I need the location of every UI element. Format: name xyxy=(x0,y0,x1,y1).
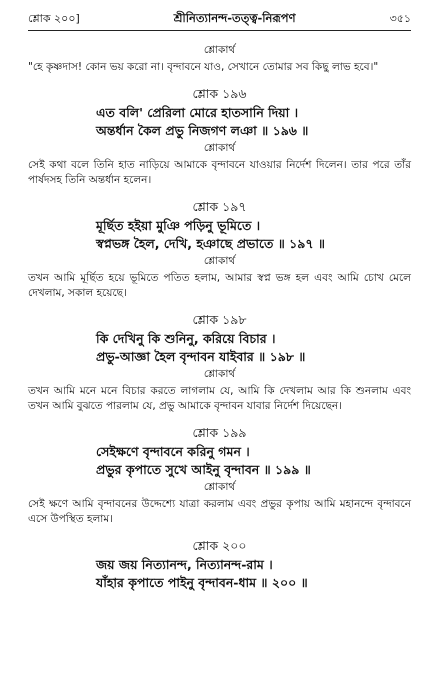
shloka-label: শ্লোক ১৯৬ xyxy=(192,86,247,101)
translation-label: শ্লোকার্থ xyxy=(203,481,236,493)
verse-text xyxy=(28,217,411,253)
shloka-label: শ্লোক ১৯৭ xyxy=(192,199,247,214)
translation-text: সেই ক্ষণে আমি বৃন্দাবনের উদ্দেশ্যে যাত্রা করলাম এবং প্রভুর কৃপায় আমি মহানন্দে বৃন্দাবনে এসে উপস্থিত হলাম। xyxy=(28,498,411,525)
verse-text xyxy=(28,330,411,366)
translation-text: সেই কথা বলে তিনি হাত নাড়িয়ে আমাকে বৃন্দাবনে যাওয়ার নির্দেশ দিলেন। তার পরে তাঁর পার্ষদসহ তিনি অন্তর্ধান হলেন। xyxy=(28,159,411,186)
translation-label: শ্লোকার্থ xyxy=(203,255,236,267)
translation-text: তখন আমি মূর্ছিত হয়ে ভূমিতে পতিত হলাম, আমার স্বপ্ন ভঙ্গ হল এবং আমি চোখ মেলে দেখলাম, সকাল হয়েছে। xyxy=(28,272,411,299)
verse-line-1: কি দেখিনু কি শুনিনু, করিয়ে বিচার । xyxy=(96,331,276,346)
translation-label: শ্লোকার্থ xyxy=(203,368,236,380)
header-verse-ref: শ্লোক ২০০] xyxy=(28,12,80,25)
verse-line-1: জয় জয় নিত্যানন্দ, নিত্যানন্দ-রাম । xyxy=(96,557,273,572)
verse-line-2: প্রভুর কৃপাতে সুখে আইনু বৃন্দাবন ॥ ১৯৯ ॥ xyxy=(96,462,311,477)
verse-line-1: মূর্ছিত হইয়া মুঞি পড়িনু ভূমিতে । xyxy=(96,218,261,233)
section-195-translation xyxy=(28,43,411,75)
verse-text xyxy=(28,443,411,479)
verse-line-1: সেইক্ষণে বৃন্দাবনে করিনু গমন । xyxy=(96,444,250,459)
header-rule xyxy=(28,30,411,31)
verse-block-198 xyxy=(28,311,411,414)
verse-block-199 xyxy=(28,424,411,527)
header-title: শ্রীনিত্যানন্দ-তত্ত্ব-নিরূপণ xyxy=(173,11,296,25)
shloka-label: শ্লোক ২০০ xyxy=(192,538,247,553)
verse-text xyxy=(28,556,411,592)
verse-block-196 xyxy=(28,85,411,188)
running-header xyxy=(28,10,411,26)
verse-text xyxy=(28,104,411,140)
shloka-label: শ্লোক ১৯৯ xyxy=(192,425,247,440)
translation-text: তখন আমি মনে মনে বিচার করতে লাগলাম যে, আমি কি দেখলাম আর কি শুনলাম এবং তখন আমি বুঝতে পারলাম যে, প্রভু আমাকে বৃন্দাবন যাবার নির্দেশ দিয়েছেন। xyxy=(28,385,411,412)
verse-line-1: এত বলি' প্রেরিলা মোরে হাতসানি দিয়া । xyxy=(96,105,299,120)
verse-line-2: প্রভু-আজ্ঞা হৈল বৃন্দাবন যাইবার ॥ ১৯৮ ॥ xyxy=(96,349,306,364)
verse-block-200 xyxy=(28,537,411,592)
translation-label: শ্লোকার্থ xyxy=(203,142,236,154)
verse-block-197 xyxy=(28,198,411,301)
verse-line-2: অন্তর্ধান কৈল প্রভু নিজগণ লঞা ॥ ১৯৬ ॥ xyxy=(96,123,309,138)
translation-text: "হে কৃষ্ণদাস! কোন ভয় করো না। বৃন্দাবনে যাও, সেখানে তোমার সব কিছু লাভ হবে।" xyxy=(28,61,379,73)
shloka-label: শ্লোক ১৯৮ xyxy=(192,312,247,327)
verse-line-2: যাঁহার কৃপাতে পাইনু বৃন্দাবন-ধাম ॥ ২০০ ॥ xyxy=(96,575,308,590)
page-number: ৩৫১ xyxy=(389,12,411,25)
verse-line-2: স্বপ্নভঙ্গ হৈল, দেখি, হঞাছে প্রভাতে ॥ ১৯৭ ॥ xyxy=(96,236,325,251)
translation-label: শ্লোকার্থ xyxy=(203,44,236,56)
